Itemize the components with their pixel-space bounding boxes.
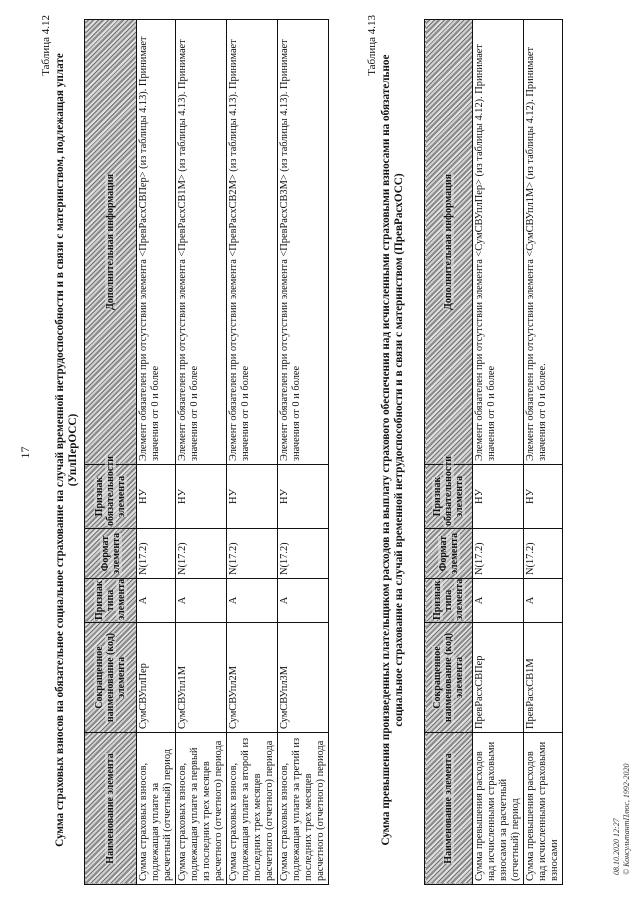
table-cell: N(17.2): [227, 529, 278, 579]
column-header-text: Наименование элемента: [443, 753, 454, 864]
table-cell: Сумма страховых взносов, подлежащая уплате за первый из последних трех месяцев расчетного (отчетного) периода: [176, 733, 227, 885]
table1-title: Сумма страховых взносов на обязательное социальное страхование на случай временной нетрудоспособности и в связи с материнством, подлежащая уплате (УплПерОСС): [54, 53, 79, 847]
table2-title: Сумма превышения произведенных плательщиком расходов на выплату страхового обеспечения над исчисленными страховыми взносами на обязательное социальное страхование на случай временной нетрудоспособности и в связи с материнством (ПревРасхОСС): [380, 54, 405, 846]
table2-header-row: [425, 20, 473, 885]
column-header-text: Наименование элемента: [105, 753, 116, 864]
table-cell: А: [227, 579, 278, 623]
column-header: [425, 579, 473, 623]
footer-timestamp: 08.10.2020 12:27: [612, 818, 621, 875]
table-cell: N(17.2): [524, 529, 563, 579]
table2: [424, 19, 563, 885]
table-cell: НУ: [137, 465, 176, 529]
table-cell: НУ: [524, 465, 563, 529]
table-cell: N(17.2): [137, 529, 176, 579]
column-header-text: Формат элемента: [99, 532, 122, 575]
column-header-text: Сокращенное наименование (код) элемента: [94, 632, 127, 723]
table-row: [176, 20, 227, 885]
table-cell: N(17.2): [176, 529, 227, 579]
column-header: [85, 20, 137, 465]
table-cell: N(17.2): [473, 529, 524, 579]
table1-header-row: [85, 20, 137, 885]
table-cell: А: [137, 579, 176, 623]
column-header: [85, 733, 137, 885]
table-cell: Элемент обязателен при отсутствии элемента <ПревРасхСВ3М> (из таблицы 4.13). Принимает значения от 0 и более: [278, 20, 329, 465]
column-header-text: Дополнительная информация: [105, 173, 116, 311]
table-cell: Элемент обязателен при отсутствии элемента <ПревРасхСВ2М> (из таблицы 4.13). Принимает значения от 0 и более: [227, 20, 278, 465]
column-header-text: Формат элемента: [437, 532, 460, 575]
table-cell: НУ: [176, 465, 227, 529]
column-header: [85, 623, 137, 733]
table-cell: А: [524, 579, 563, 623]
table-cell: Сумма страховых взносов, подлежащая уплате за третий из последних трех месяцев расчетного (отчетного) периода: [278, 733, 329, 885]
footer-copyright: © КонсультантПлюс, 1992-2020: [622, 763, 631, 875]
table-cell: НУ: [473, 465, 524, 529]
table-row: [278, 20, 329, 885]
table-cell: Сумма превышения расходов над исчисленными страховыми взносами за расчетный (отчетный) период: [473, 733, 524, 885]
table-cell: А: [176, 579, 227, 623]
table-row: [524, 20, 563, 885]
table-cell: ПревРасхСВПер: [473, 623, 524, 733]
column-header: [425, 733, 473, 885]
table-cell: Сумма страховых взносов, подлежащая уплате за второй из последних трех месяцев расчетного (отчетного) периода: [227, 733, 278, 885]
table-cell: СумСВУплПер: [137, 623, 176, 733]
column-header: [85, 529, 137, 579]
table-cell: Элемент обязателен при отсутствии элемента <ПревРасхСВПер> (из таблицы 4.13). Принимает значения от 0 и более: [137, 20, 176, 465]
table-cell: СумСВУпл1М: [176, 623, 227, 733]
table-cell: N(17.2): [278, 529, 329, 579]
column-header: [425, 20, 473, 465]
table-row: [473, 20, 524, 885]
table-cell: Элемент обязателен при отсутствии элемента <ПревРасхСВ1М> (из таблицы 4.13). Принимает значения от 0 и более: [176, 20, 227, 465]
table1: [84, 19, 329, 885]
column-header-text: Признак типа элемента: [94, 578, 127, 620]
column-header-text: Признак типа элемента: [432, 578, 465, 620]
page-number: 17: [18, 446, 32, 459]
table2-label: Таблица 4.13: [366, 15, 378, 76]
table-cell: СумСВУпл2М: [227, 623, 278, 733]
table-cell: НУ: [227, 465, 278, 529]
table-row: [227, 20, 278, 885]
column-header: [85, 455, 137, 529]
table-cell: Сумма страховых взносов, подлежащая уплате за расчетный (отчетный) период: [137, 733, 176, 885]
column-header: [425, 623, 473, 733]
column-header-text: Сокращенное наименование (код) элемента: [432, 632, 465, 723]
table-cell: А: [473, 579, 524, 623]
table-cell: Сумма превышения расходов над исчисленными страховыми взносами: [524, 733, 563, 885]
table-cell: НУ: [278, 465, 329, 529]
table-cell: А: [278, 579, 329, 623]
table-cell: ПревРасхСВ1М: [524, 623, 563, 733]
table-row: [137, 20, 176, 885]
table-cell: Элемент обязателен при отсутствии элемента <СумСВУплПер> (из таблицы 4.12). Принимает значения от 0 и более: [473, 20, 524, 465]
column-header-text: Дополнительная информация: [443, 173, 454, 311]
column-header: [425, 455, 473, 529]
table-cell: СумСВУпл3М: [278, 623, 329, 733]
column-header: [85, 579, 137, 623]
column-header-text: Признак обязательности элемента: [432, 455, 465, 526]
table-cell: Элемент обязателен при отсутствии элемента <СумСВУпл1М> (из таблицы 4.12). Принимает значения от 0 и более.: [524, 20, 563, 465]
column-header-text: Признак обязательности элемента: [94, 455, 127, 526]
column-header: [425, 529, 473, 579]
table1-label: Таблица 4.12: [40, 15, 52, 76]
